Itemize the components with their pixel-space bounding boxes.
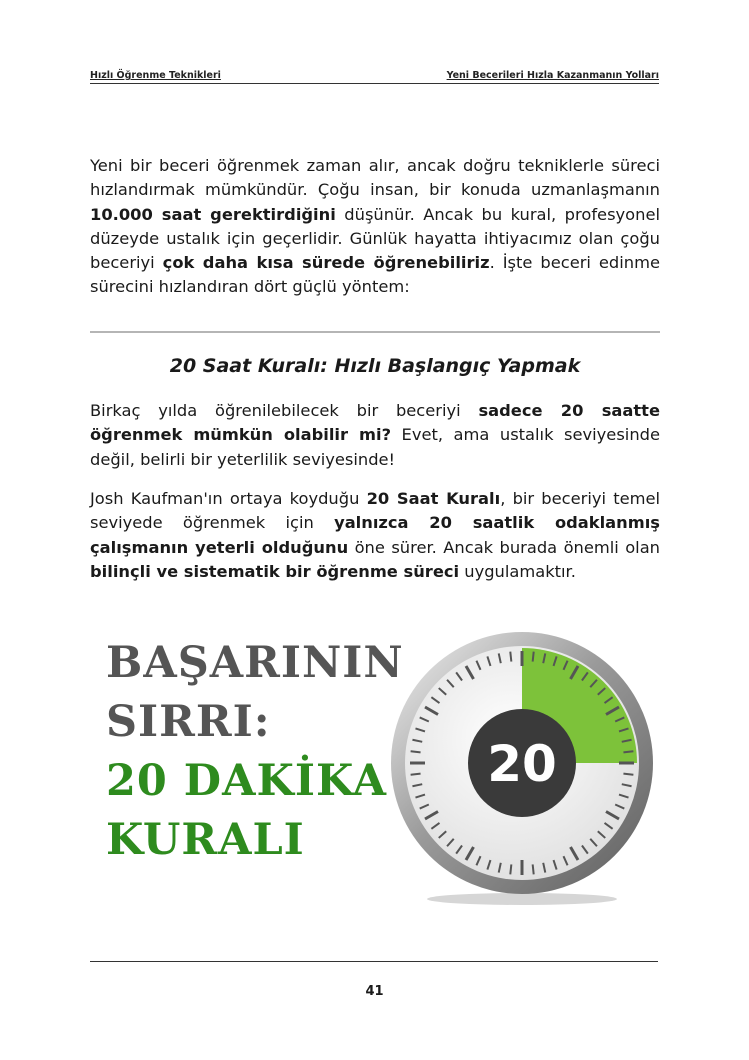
illustration-line-1: BAŞARININ (106, 638, 404, 688)
p1-bold-1: sadece 20 saatte öğrenmek mümkün olabilir mi? (90, 401, 661, 445)
stopwatch-icon (390, 627, 660, 907)
stopwatch-tick (411, 774, 421, 775)
running-header (90, 70, 659, 84)
p2-bold-3: bilinçli ve sistematik bir öğrenme süreci (90, 561, 460, 581)
p1-text-1: Birkaç yılda öğrenilebilecek bir beceriyi (90, 401, 479, 420)
illustration-line-2: SIRRI: (106, 697, 271, 747)
illustration (90, 597, 660, 942)
section-title: 20 Saat Kuralı: Hızlı Başlangıç Yapmak (169, 355, 581, 377)
stopwatch-shadow (427, 893, 617, 905)
paragraph-2 (90, 487, 660, 584)
stopwatch-tick (623, 774, 633, 775)
stopwatch-tick (411, 751, 421, 752)
header-right-title: Yeni Becerileri Hızla Kazanmanın Yolları (446, 70, 659, 81)
p2-text-4: uygulamaktır. (459, 561, 576, 581)
stopwatch-tick (510, 864, 511, 874)
paragraph-1 (90, 399, 660, 472)
page-number: 41 (365, 984, 384, 999)
p1-text-2: Evet, ama ustalık seviyesinde değil, belirli bir yeterlilik seviyesinde! (90, 425, 661, 469)
header-left-title: Hızlı Öğrenme Teknikleri (90, 70, 221, 81)
intro-text-1: Yeni bir beceri öğrenmek zaman alır, ancak doğru tekniklerle süreci hızlandırmak mümkündür. Çoğu insan, bir konuda uzmanlaşmanın (90, 156, 660, 200)
intro-bold-1: 10.000 saat gerektirdiğini (90, 204, 336, 224)
stopwatch-tick (510, 652, 511, 662)
timer-value: 20 (487, 735, 557, 793)
p2-text-2: , bir beceriyi temel seviyede öğrenmek için (90, 489, 660, 533)
stopwatch-tick (533, 652, 534, 662)
p2-bold-2: yalnızca 20 saatlik odaklanmış çalışmanın yeterli olduğunu (90, 513, 660, 557)
intro-text-3: . İşte beceri edinme sürecini hızlandıran dört güçlü yöntem: (90, 253, 660, 297)
p2-text-3: öne sürer. Ancak burada önemli olan (348, 537, 661, 557)
footer-rule (90, 961, 658, 962)
intro-bold-2: çok daha kısa sürede öğrenebiliriz (162, 253, 490, 273)
intro-paragraph (90, 154, 660, 300)
section-divider (90, 331, 660, 333)
p2-text-1: Josh Kaufman'ın ortaya koyduğu (90, 489, 367, 508)
p2-bold-1: 20 Saat Kuralı (366, 489, 501, 508)
intro-text-2: düşünür. Ancak bu kural, profesyonel düzeyde ustalık için geçerlidir. Günlük hayatta ihtiyacımız olan çoğu beceriyi (90, 204, 661, 273)
stopwatch-tick (533, 864, 534, 874)
illustration-line-4: KURALI (106, 815, 305, 865)
illustration-line-3: 20 DAKİKA (106, 756, 387, 806)
stopwatch-tick (623, 751, 633, 752)
